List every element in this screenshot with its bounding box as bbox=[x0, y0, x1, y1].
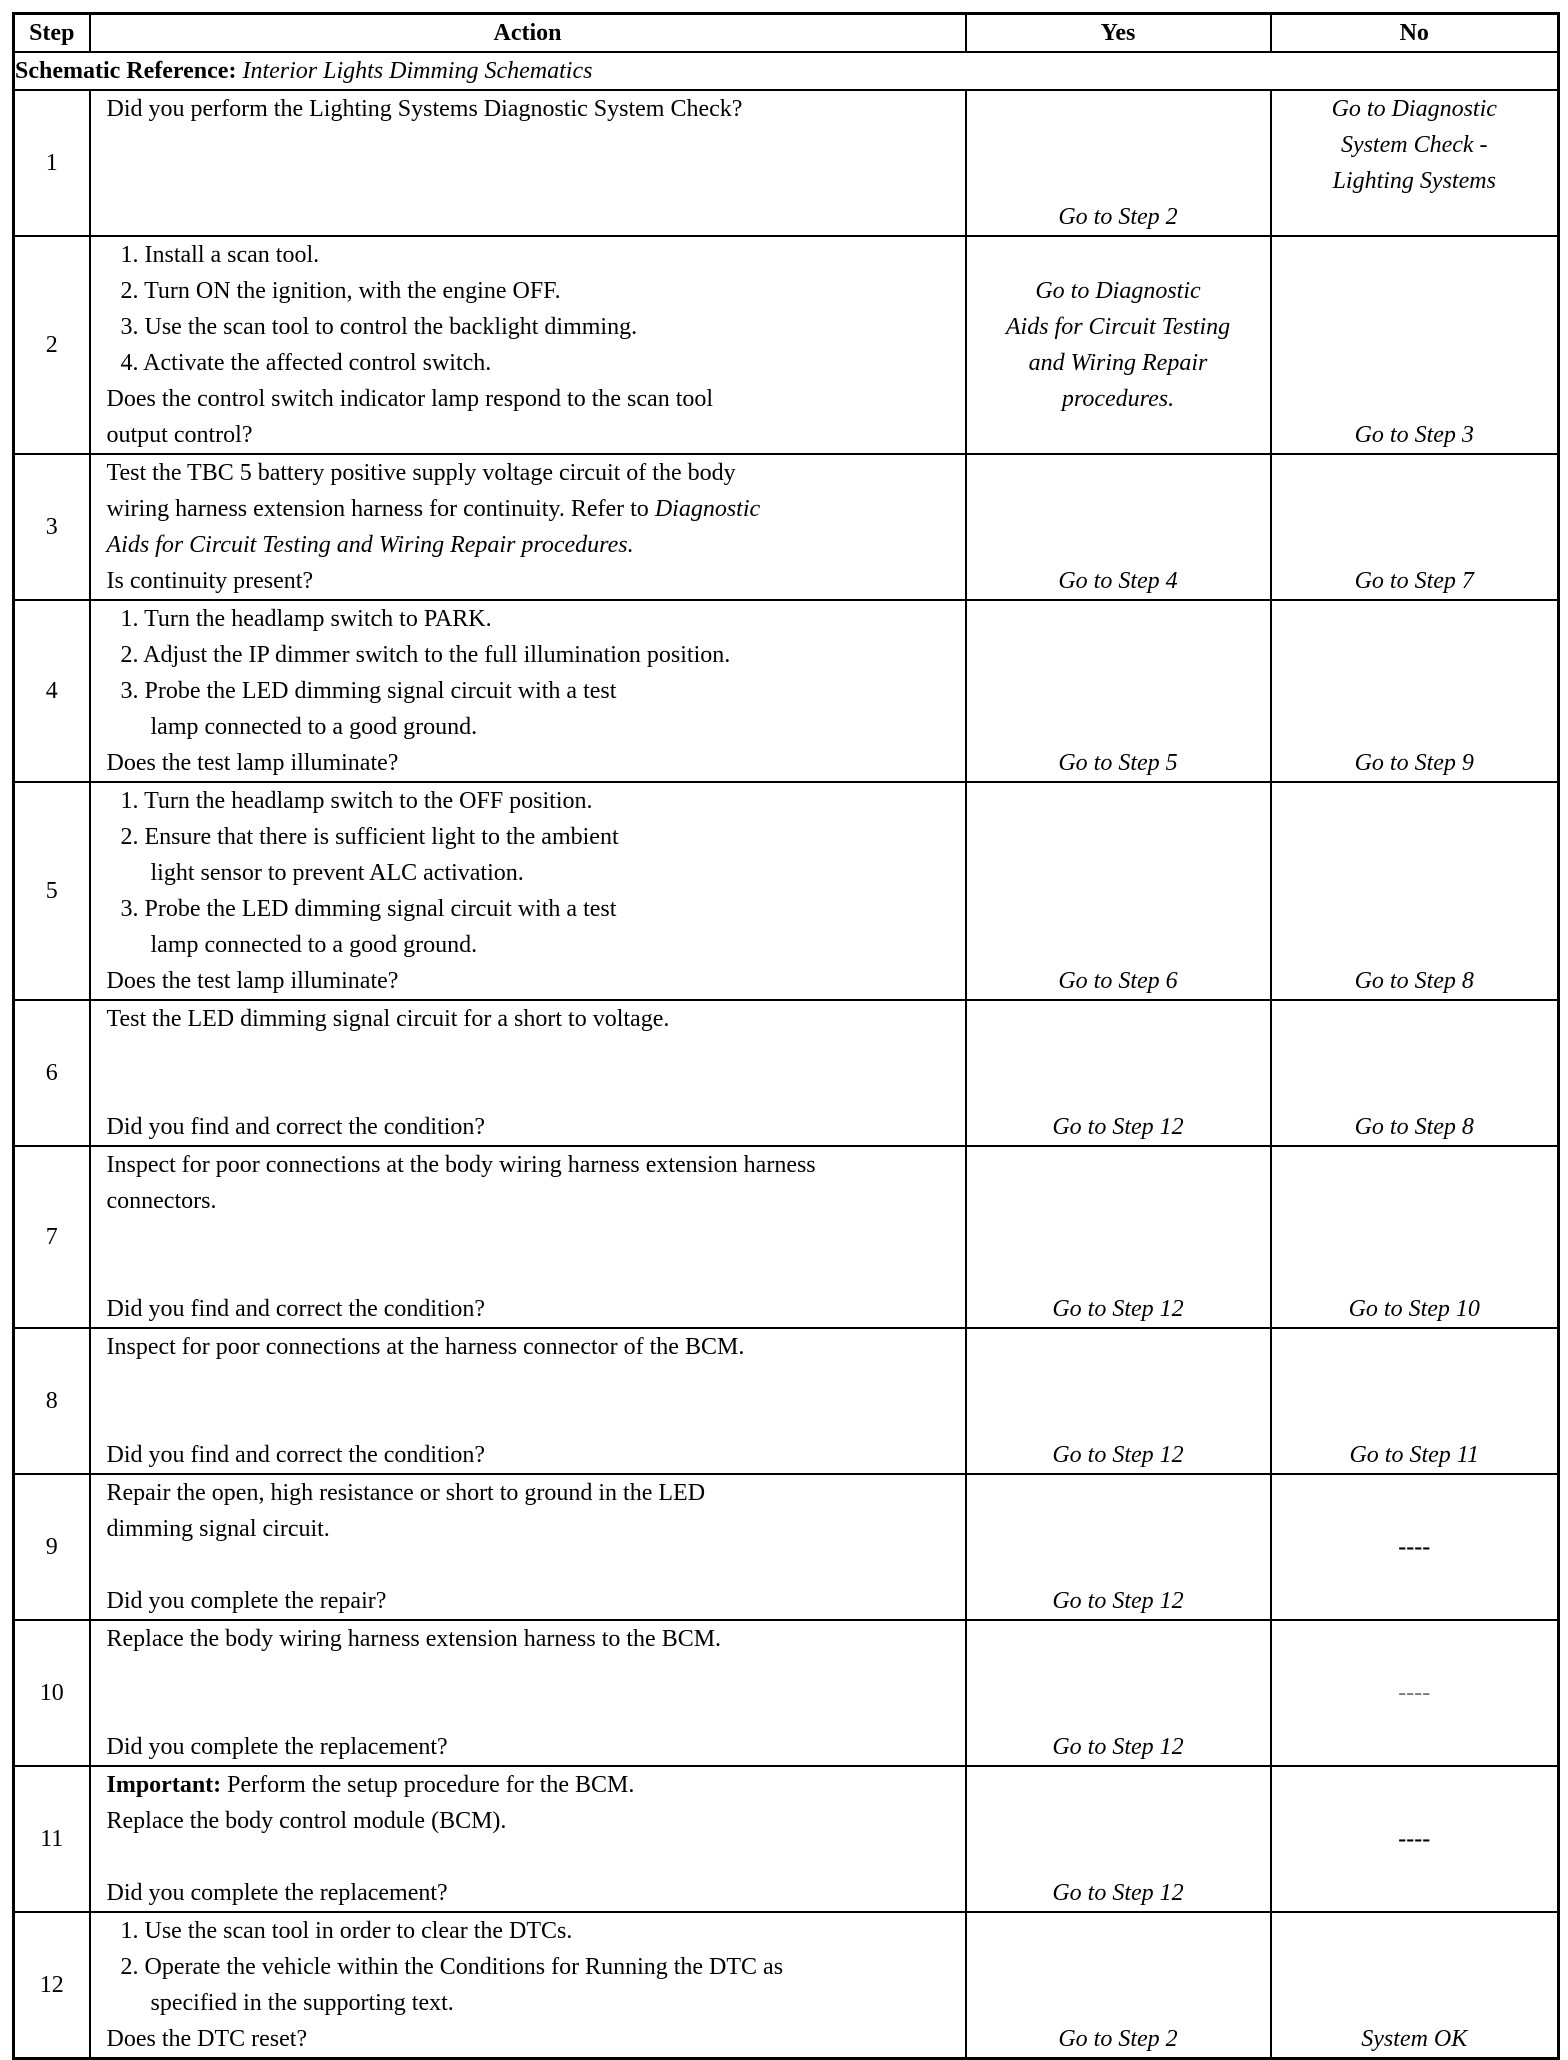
substep: 1. Turn the headlamp switch to the OFF position. bbox=[120, 788, 593, 814]
table-row-step-7 bbox=[14, 1146, 1559, 1328]
no-cell bbox=[1271, 454, 1559, 600]
no-cell bbox=[1271, 600, 1559, 782]
table-row-step-3 bbox=[14, 454, 1559, 600]
action-text: Test the LED dimming signal circuit for a short to voltage. bbox=[106, 1006, 670, 1032]
question-line: Does the control switch indicator lamp respond to the scan tool bbox=[106, 386, 714, 412]
step-number: 10 bbox=[14, 1620, 90, 1766]
action-cell bbox=[90, 1912, 966, 2059]
step-number: 5 bbox=[14, 782, 90, 1000]
substep: 1. Install a scan tool. bbox=[120, 242, 320, 268]
action-text: Inspect for poor connections at the harness connector of the BCM. bbox=[106, 1334, 745, 1360]
action-cell bbox=[90, 600, 966, 782]
table-row-step-6 bbox=[14, 1000, 1559, 1146]
yes-result-link[interactable]: Go to Step 12 bbox=[1052, 1114, 1184, 1140]
no-result-link[interactable] bbox=[1278, 91, 1552, 199]
yes-cell bbox=[966, 1766, 1271, 1912]
question: Did you complete the repair? bbox=[106, 1588, 387, 1614]
table-row-step-5 bbox=[14, 782, 1559, 1000]
question: Did you complete the replacement? bbox=[106, 1880, 448, 1906]
important-label: Important: bbox=[106, 1772, 222, 1798]
step-number: 7 bbox=[14, 1146, 90, 1328]
no-result-link[interactable]: Go to Step 10 bbox=[1348, 1296, 1480, 1322]
question bbox=[107, 381, 955, 453]
table-row-step-8 bbox=[14, 1328, 1559, 1474]
no-result-link[interactable]: Go to Step 8 bbox=[1354, 968, 1474, 994]
action-cell bbox=[90, 90, 966, 236]
schematic-reference bbox=[14, 52, 1559, 90]
step-number: 3 bbox=[14, 454, 90, 600]
question-line: output control? bbox=[106, 422, 253, 448]
step-number: 4 bbox=[14, 600, 90, 782]
yes-cell bbox=[966, 236, 1271, 454]
substep: 3. Use the scan tool to control the backlight dimming. bbox=[120, 314, 638, 340]
header-action: Action bbox=[90, 14, 966, 53]
action-cell bbox=[90, 1474, 966, 1620]
important-text: Perform the setup procedure for the BCM. bbox=[221, 1772, 635, 1798]
yes-result-line: Go to Diagnostic bbox=[1035, 278, 1201, 304]
action-cell bbox=[90, 454, 966, 600]
yes-result-link[interactable]: Go to Step 12 bbox=[1052, 1442, 1184, 1468]
no-cell bbox=[1271, 1000, 1559, 1146]
table-row-step-10 bbox=[14, 1620, 1559, 1766]
yes-result-link[interactable]: Go to Step 2 bbox=[1058, 204, 1178, 230]
no-cell bbox=[1271, 1766, 1559, 1912]
no-result-none: ---- bbox=[1398, 1534, 1431, 1560]
table-row-step-11 bbox=[14, 1766, 1559, 1912]
header-no: No bbox=[1271, 14, 1559, 53]
yes-cell bbox=[966, 90, 1271, 236]
schematic-reference-label: Schematic Reference: bbox=[15, 58, 237, 84]
question: Does the test lamp illuminate? bbox=[106, 968, 399, 994]
no-result-link[interactable]: Go to Step 3 bbox=[1354, 422, 1474, 448]
substep-list bbox=[107, 237, 955, 381]
yes-result-link[interactable]: Go to Step 12 bbox=[1052, 1734, 1184, 1760]
important-note bbox=[107, 1767, 955, 1803]
yes-result-line: and Wiring Repair bbox=[1028, 350, 1208, 376]
substep: 2. Turn ON the ignition, with the engine OFF. bbox=[120, 278, 561, 304]
yes-cell bbox=[966, 1328, 1271, 1474]
reference-link[interactable]: Diagnostic bbox=[654, 496, 761, 522]
step-number: 8 bbox=[14, 1328, 90, 1474]
yes-cell bbox=[966, 1000, 1271, 1146]
no-result-link[interactable]: Go to Step 11 bbox=[1349, 1442, 1480, 1468]
diagnostic-table bbox=[12, 12, 1560, 2060]
diagnostic-page bbox=[12, 12, 1557, 2060]
question: Did you find and correct the condition? bbox=[106, 1442, 486, 1468]
yes-result-link[interactable]: Go to Step 6 bbox=[1058, 968, 1178, 994]
yes-cell bbox=[966, 600, 1271, 782]
step-number: 1 bbox=[14, 90, 90, 236]
step-number: 9 bbox=[14, 1474, 90, 1620]
yes-cell bbox=[966, 1474, 1271, 1620]
yes-result-link[interactable]: Go to Step 2 bbox=[1058, 2026, 1178, 2052]
yes-cell bbox=[966, 1620, 1271, 1766]
substep-list bbox=[107, 1913, 955, 2021]
yes-result-link[interactable]: Go to Step 12 bbox=[1052, 1296, 1184, 1322]
table-row-step-2 bbox=[14, 236, 1559, 454]
yes-result-line: Aids for Circuit Testing bbox=[1005, 314, 1231, 340]
yes-cell bbox=[966, 454, 1271, 600]
header-row bbox=[14, 14, 1559, 53]
header-step: Step bbox=[14, 14, 90, 53]
step-number: 2 bbox=[14, 236, 90, 454]
yes-result-link[interactable]: Go to Step 5 bbox=[1058, 750, 1178, 776]
yes-cell bbox=[966, 782, 1271, 1000]
schematic-reference-link[interactable]: Interior Lights Dimming Schematics bbox=[242, 58, 593, 84]
action-cell bbox=[90, 782, 966, 1000]
table-row-step-4 bbox=[14, 600, 1559, 782]
no-result-none: ---- bbox=[1398, 1680, 1431, 1706]
no-cell bbox=[1271, 1328, 1559, 1474]
no-cell bbox=[1271, 1146, 1559, 1328]
substep: 2. Operate the vehicle within the Conditions for Running the DTC as specified in the supporting text. bbox=[120, 1954, 784, 2016]
action-cell bbox=[90, 1146, 966, 1328]
action-cell bbox=[90, 1620, 966, 1766]
table-row-step-1 bbox=[14, 90, 1559, 236]
no-cell bbox=[1271, 782, 1559, 1000]
no-result-line: Lighting Systems bbox=[1332, 168, 1496, 194]
yes-result-link[interactable]: Go to Step 12 bbox=[1052, 1588, 1184, 1614]
substep: 1. Turn the headlamp switch to PARK. bbox=[120, 606, 492, 632]
yes-result-link[interactable]: Go to Step 12 bbox=[1052, 1880, 1184, 1906]
no-result-line: Go to Diagnostic bbox=[1331, 96, 1497, 122]
action-cell bbox=[90, 236, 966, 454]
question: Did you find and correct the condition? bbox=[106, 1296, 486, 1322]
no-cell bbox=[1271, 1474, 1559, 1620]
yes-result-link[interactable] bbox=[967, 273, 1270, 417]
step-number: 12 bbox=[14, 1912, 90, 2059]
action-cell bbox=[90, 1766, 966, 1912]
header-yes: Yes bbox=[966, 14, 1271, 53]
action-text: Replace the body wiring harness extension harness to the BCM. bbox=[106, 1626, 722, 1652]
question: Is continuity present? bbox=[106, 568, 314, 594]
schematic-reference-row bbox=[14, 52, 1559, 90]
no-cell bbox=[1271, 1912, 1559, 2059]
table-row-step-9 bbox=[14, 1474, 1559, 1620]
action-cell bbox=[90, 1000, 966, 1146]
no-result-text: System OK bbox=[1361, 2026, 1468, 2052]
no-result-line: System Check - bbox=[1340, 132, 1488, 158]
substep: 3. Probe the LED dimming signal circuit with a test lamp connected to a good ground. bbox=[120, 678, 617, 740]
no-result-link[interactable]: Go to Step 9 bbox=[1354, 750, 1474, 776]
no-result-none: ---- bbox=[1398, 1826, 1431, 1852]
question: Does the test lamp illuminate? bbox=[106, 750, 399, 776]
substep: 3. Probe the LED dimming signal circuit with a test lamp connected to a good ground. bbox=[120, 896, 617, 958]
action-text: Inspect for poor connections at the body wiring harness extension harness connectors. bbox=[106, 1152, 816, 1214]
question: Did you find and correct the condition? bbox=[106, 1114, 486, 1140]
no-cell bbox=[1271, 236, 1559, 454]
question: Does the DTC reset? bbox=[106, 2026, 308, 2052]
step-number: 11 bbox=[14, 1766, 90, 1912]
action-cell bbox=[90, 1328, 966, 1474]
action-text: Repair the open, high resistance or short to ground in the LED dimming signal circuit. bbox=[106, 1480, 706, 1542]
yes-result-line: procedures. bbox=[1061, 386, 1175, 412]
table-row-step-12 bbox=[14, 1912, 1559, 2059]
substep: 4. Activate the affected control switch. bbox=[120, 350, 492, 376]
yes-result-link[interactable]: Go to Step 4 bbox=[1058, 568, 1178, 594]
no-result-link[interactable]: Go to Step 8 bbox=[1354, 1114, 1474, 1140]
action-text bbox=[107, 455, 955, 563]
action-text: Replace the body control module (BCM). bbox=[106, 1808, 507, 1834]
question: Did you perform the Lighting Systems Diagnostic System Check? bbox=[106, 96, 743, 122]
question: Did you complete the replacement? bbox=[106, 1734, 448, 1760]
no-cell bbox=[1271, 90, 1559, 236]
substep: 2. Ensure that there is sufficient light to the ambient light sensor to prevent ALC activation. bbox=[120, 824, 619, 886]
no-result-link[interactable]: Go to Step 7 bbox=[1354, 568, 1474, 594]
substep: 2. Adjust the IP dimmer switch to the full illumination position. bbox=[120, 642, 731, 668]
reference-link[interactable]: Aids for Circuit Testing and Wiring Repair procedures. bbox=[106, 532, 634, 558]
step-number: 6 bbox=[14, 1000, 90, 1146]
action-text-line: wiring harness extension harness for continuity. Refer to bbox=[106, 496, 655, 522]
substep-list bbox=[107, 783, 955, 963]
substep-list bbox=[107, 601, 955, 745]
action-text-line: Test the TBC 5 battery positive supply voltage circuit of the body bbox=[106, 460, 736, 486]
no-cell bbox=[1271, 1620, 1559, 1766]
yes-cell bbox=[966, 1146, 1271, 1328]
substep: 1. Use the scan tool in order to clear the DTCs. bbox=[120, 1918, 573, 1944]
yes-cell bbox=[966, 1912, 1271, 2059]
